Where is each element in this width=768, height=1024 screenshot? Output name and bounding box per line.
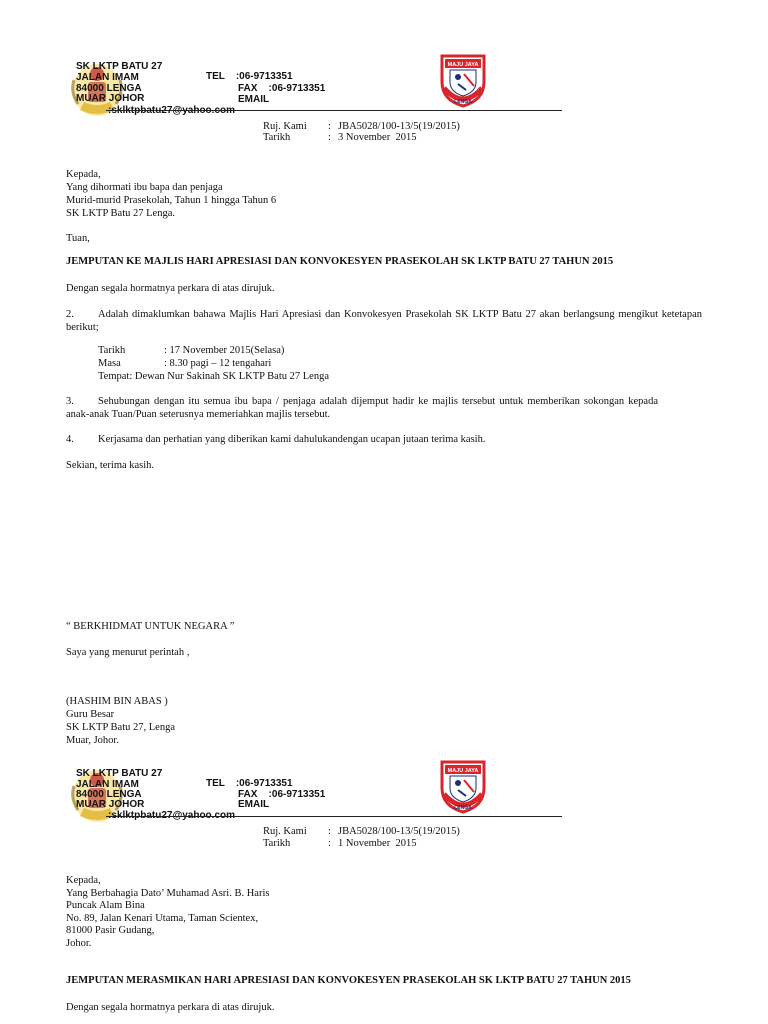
opening-line: Dengan segala hormatnya perkara di atas dirujuk. xyxy=(66,1002,275,1013)
recipient-line: Johor. xyxy=(66,937,92,949)
school-name: SK LKTP BATU 27 xyxy=(76,61,163,72)
school-logo-icon xyxy=(436,758,490,814)
letter-subject: JEMPUTAN KE MAJLIS HARI APRESIASI DAN KONVOKESYEN PRASEKOLAH SK LKTP BATU 27 TAHUN 2015 xyxy=(66,256,614,267)
school-fax: FAX :06-9713351 xyxy=(238,789,326,800)
detail-date-value: : 17 November 2015(Selasa) xyxy=(164,345,285,356)
recipient-line: No. 89, Jalan Kenari Utama, Taman Scientex, xyxy=(66,912,259,924)
paragraph-4-number: 4. xyxy=(66,434,74,445)
school-tel: TEL :06-9713351 xyxy=(206,71,293,82)
signer-name: (HASHIM BIN ABAS ) xyxy=(66,696,168,707)
school-email: :sklktpbatu27@yahoo.com xyxy=(108,105,236,116)
recipient-line: Kepada, xyxy=(66,875,101,886)
closing: Sekian, terima kasih. xyxy=(66,460,155,471)
school-address-line2: 84000 LENGA xyxy=(76,83,142,94)
school-tel: TEL :06-9713351 xyxy=(206,778,293,789)
recipient-line: Puncak Alam Bina xyxy=(66,900,145,911)
signer-location: Muar, Johor. xyxy=(66,735,119,746)
ref-label: Ruj. Kami xyxy=(263,121,307,132)
school-address-line1: JALAN IMAM xyxy=(76,72,139,83)
motto: “ BERKHIDMAT UNTUK NEGARA ” xyxy=(66,621,235,632)
logo-text-bottom: LENGA xyxy=(454,99,472,105)
recipient-line: Kepada, xyxy=(66,169,101,180)
detail-venue: Tempat: Dewan Nur Sakinah SK LKTP Batu 27 Lenga xyxy=(98,371,329,382)
recipient-line: 81000 Pasir Gudang, xyxy=(66,925,155,936)
date-label: Tarikh xyxy=(263,132,291,143)
school-email-label: EMAIL xyxy=(238,94,270,105)
school-address-line2: 84000 LENGA xyxy=(76,789,142,800)
letter-subject: JEMPUTAN MERASMIKAN HARI APRESIASI DAN KONVOKESYEN PRASEKOLAH SK LKTP BATU 27 TAHUN 2015 xyxy=(66,975,631,986)
signature-block xyxy=(66,695,175,747)
school-address-line1: JALAN IMAM xyxy=(76,779,139,790)
detail-date-label: Tarikh xyxy=(98,345,126,356)
ref-label: Ruj. Kami xyxy=(263,826,307,837)
school-address-line3: MUAR JOHOR xyxy=(76,93,145,104)
detail-time-value: : 8.30 pagi – 12 tengahari xyxy=(164,358,272,369)
school-email-label: EMAIL xyxy=(238,799,270,810)
signer-school: SK LKTP Batu 27, Lenga xyxy=(66,722,175,733)
signer-title: Guru Besar xyxy=(66,709,115,720)
opening-line: Dengan segala hormatnya perkara di atas dirujuk. xyxy=(66,283,275,294)
logo-text-bottom: LENGA xyxy=(454,805,472,811)
paragraph-3-number: 3. xyxy=(66,396,74,407)
paragraph-4: Kerjasama dan perhatian yang diberikan kami dahulukandengan ucapan jutaan terima kasih. xyxy=(98,434,486,445)
recipient-block xyxy=(66,168,276,220)
school-name: SK LKTP BATU 27 xyxy=(76,768,163,779)
date-label: Tarikh xyxy=(263,838,291,849)
recipient-line: Yang Berbahagia Dato’ Muhamad Asri. B. Haris xyxy=(66,887,270,899)
ref-value: JBA5028/100-13/5(19/2015) xyxy=(338,826,460,837)
ref-value: JBA5028/100-13/5(19/2015) xyxy=(338,121,460,132)
recipient-line: Murid-murid Prasekolah, Tahun 1 hingga Tahun 6 xyxy=(66,195,277,206)
ref-colon: : xyxy=(328,826,331,837)
header-divider xyxy=(106,110,562,111)
paragraph-3: Sehubungan dengan itu semua ibu bapa / penjaga adalah dijemput hadir ke majlis tersebut untuk memberikan sokongan kepada anak-anak Tuan/Puan seterusnya memeriahkan majlis tersebut. xyxy=(66,396,658,420)
recipient-line: Yang dihormati ibu bapa dan penjaga xyxy=(66,182,223,193)
logo-text-top: MAJU JAYA xyxy=(447,768,479,774)
ref-colon: : xyxy=(328,121,331,132)
salutation: Tuan, xyxy=(66,233,90,244)
recipient-line: SK LKTP Batu 27 Lenga. xyxy=(66,208,175,219)
detail-time-label: Masa xyxy=(98,358,121,369)
recipient-block xyxy=(66,875,269,950)
date-colon: : xyxy=(328,838,331,849)
school-address-line3: MUAR JOHOR xyxy=(76,799,145,810)
school-email: :sklktpbatu27@yahoo.com xyxy=(108,810,236,821)
sign-intro: Saya yang menurut perintah , xyxy=(66,647,190,658)
logo-text-top: MAJU JAYA xyxy=(447,62,479,68)
header-divider xyxy=(106,816,562,817)
date-value: 1 November 2015 xyxy=(338,838,417,849)
date-value: 3 November 2015 xyxy=(338,132,417,143)
school-fax: FAX :06-9713351 xyxy=(238,83,326,94)
paragraph-2-number: 2. xyxy=(66,309,74,320)
school-logo-icon xyxy=(436,52,490,108)
paragraph-2: Adalah dimaklumkan bahawa Majlis Hari Apresiasi dan Konvokesyen Prasekolah SK LKTP Batu 27 akan berlangsung mengikut ketetapan berikut; xyxy=(66,309,702,333)
date-colon: : xyxy=(328,132,331,143)
